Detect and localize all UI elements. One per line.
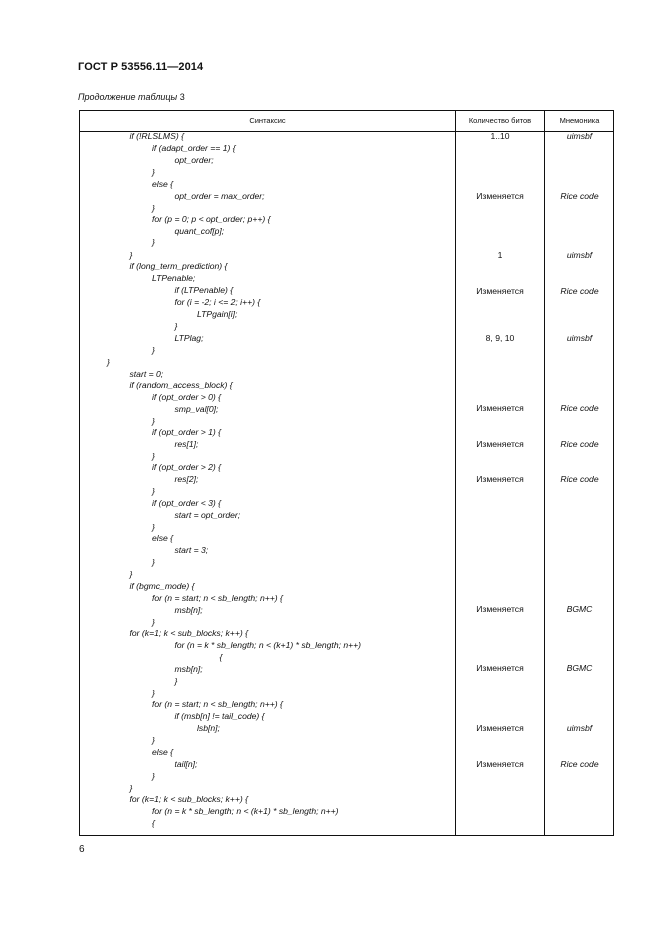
code-line: if (random_access_block) { [129,380,233,390]
code-line: } [152,688,155,698]
mnemonic-cell: uimsbf [566,723,593,733]
code-line: } [129,569,133,579]
code-line: for (n = k * sb_length; n < (k+1) * sb_length; n++) [152,806,339,816]
bits-cell: Изменяется [476,663,524,673]
code-line: smp_val[0]; [174,404,219,414]
mnemonic-cell: Rice code [560,759,599,769]
code-line: if (opt_order > 1) { [152,427,222,437]
table-caption [78,92,185,102]
code-line: } [129,250,133,260]
code-line: LTPlag; [174,333,204,343]
code-line: if (msb[n] != tail_code) { [174,711,265,721]
mnemonic-cell: uimsbf [566,250,593,260]
bits-cell: Изменяется [476,439,524,449]
code-line: if (!RLSLMS) { [129,131,184,141]
bits-cell: Изменяется [476,403,524,413]
code-line: start = 3; [174,545,209,555]
bits-cell: 8, 9, 10 [485,333,515,343]
column-header-mnemonic: Мнемоника [559,116,600,125]
code-line: for (k=1; k < sub_blocks; k++) { [129,628,248,638]
bits-cell: Изменяется [476,604,524,614]
code-line: res[1]; [174,439,199,449]
code-line: LTPgain[i]; [197,309,238,319]
bits-cell: 1 [497,250,503,260]
caption-number: 3 [179,92,185,102]
bits-cell: Изменяется [476,474,524,484]
code-line: } [152,557,155,567]
code-line: } [152,617,155,627]
code-line: { [219,652,223,662]
code-line: } [152,416,155,426]
code-line: msb[n]; [174,664,203,674]
bits-cell: 1..10 [490,131,510,141]
mnemonic-cell: BGMC [566,604,593,614]
code-line: start = 0; [129,369,164,379]
mnemonic-cell: BGMC [566,663,593,673]
page-number: 6 [79,844,85,855]
code-line: } [152,771,155,781]
bits-cell: Изменяется [476,759,524,769]
mnemonic-cell: Rice code [560,474,599,484]
code-line: if (LTPenable) { [174,285,234,295]
code-line: } [174,321,178,331]
code-line: for (k=1; k < sub_blocks; k++) { [129,794,248,804]
code-line: } [152,345,155,355]
code-line: else { [152,747,174,757]
code-line: opt_order; [174,155,214,165]
code-line: } [152,522,155,532]
code-line: for (n = start; n < sb_length; n++) { [152,699,283,709]
code-line: } [152,237,155,247]
column-header-syntax: Синтаксис [249,116,286,125]
code-line: } [152,735,155,745]
document-header: ГОСТ Р 53556.11—2014 [78,61,204,73]
code-line: tail[n]; [174,759,198,769]
code-line: } [152,203,155,213]
code-line: } [107,357,110,367]
caption-text: Продолжение таблицы [78,92,178,102]
code-line: msb[n]; [174,605,203,615]
code-line: if (bgmc_mode) { [129,581,195,591]
code-line: lsb[n]; [197,723,220,733]
mnemonic-cell: Rice code [560,439,599,449]
code-line: if (adapt_order == 1) { [152,143,236,153]
code-line: if (opt_order > 2) { [152,462,222,472]
code-line: } [152,451,155,461]
code-line: LTPenable; [152,273,196,283]
code-line: if (opt_order > 0) { [152,392,222,402]
code-line: { [152,818,155,828]
mnemonic-cell: Rice code [560,286,599,296]
code-line: for (n = start; n < sb_length; n++) { [152,593,283,603]
code-line: res[2]; [174,474,199,484]
bits-cell: Изменяется [476,191,524,201]
code-line: } [129,783,133,793]
syntax-table [79,110,614,836]
code-line: if (long_term_prediction) { [129,261,228,271]
mnemonic-cell: Rice code [560,191,599,201]
bits-cell: Изменяется [476,723,524,733]
mnemonic-cell: uimsbf [566,131,593,141]
code-line: for (p = 0; p < opt_order; p++) { [152,214,271,224]
code-line: for (n = k * sb_length; n < (k+1) * sb_length; n++) [174,640,362,650]
code-line: } [152,486,155,496]
code-line: } [152,167,155,177]
code-line: else { [152,179,174,189]
code-line: start = opt_order; [174,510,241,520]
code-line: for (i = -2; i <= 2; i++) { [174,297,261,307]
code-line: else { [152,533,174,543]
bits-cell: Изменяется [476,286,524,296]
code-line: } [174,676,178,686]
code-line: if (opt_order < 3) { [152,498,222,508]
code-line: opt_order = max_order; [174,191,265,201]
mnemonic-cell: uimsbf [566,333,593,343]
mnemonic-cell: Rice code [560,403,599,413]
code-line: quant_cof[p]; [174,226,225,236]
column-header-bits: Количество битов [468,116,532,125]
